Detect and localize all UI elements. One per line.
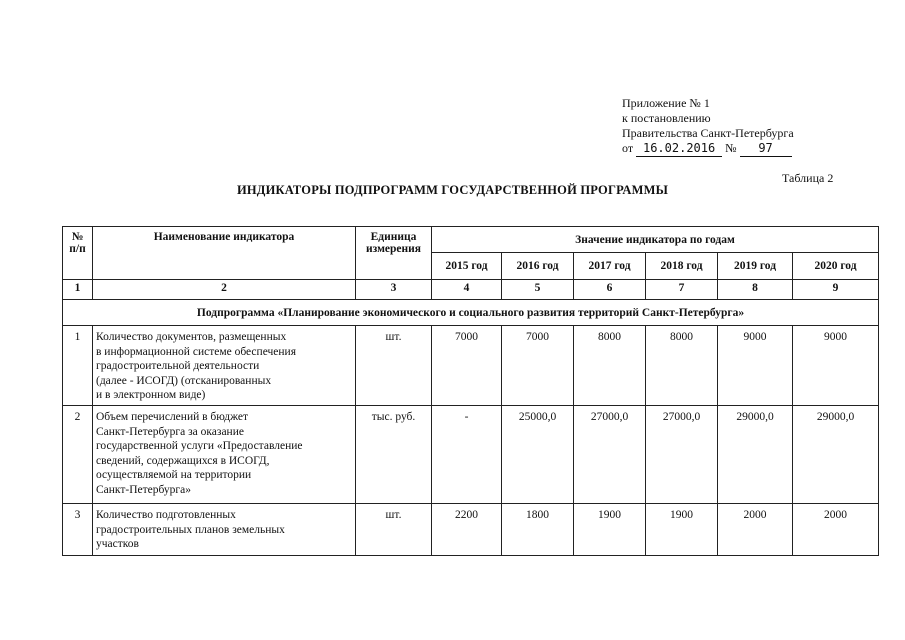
indicator-name-line: участков (96, 538, 139, 550)
indicator-name-line: и в электронном виде) (96, 389, 206, 401)
column-number: 1 (63, 280, 93, 300)
column-number: 4 (432, 280, 502, 300)
indicator-name-line: сведений, содержащихся в ИСОГД, (96, 454, 270, 467)
indicator-name (93, 406, 356, 504)
indicator-name-line: в информационной системе обеспечения (96, 345, 296, 358)
column-number: 5 (502, 280, 574, 300)
value-cell: - (432, 406, 502, 504)
value-cell: 8000 (646, 326, 718, 406)
indicator-name-line: Количество подготовленных (96, 509, 236, 521)
appendix-block (622, 96, 794, 157)
header-name: Наименование индикатора (93, 227, 356, 280)
appendix-line-3: Правительства Санкт-Петербурга (622, 126, 794, 140)
header-year: 2019 год (718, 253, 793, 280)
header-values-group: Значение индикатора по годам (432, 227, 879, 253)
appendix-line-1: Приложение № 1 (622, 96, 710, 110)
unit-cell: тыс. руб. (356, 406, 432, 504)
value-cell: 2000 (718, 504, 793, 556)
header-no: № п/п (63, 227, 93, 280)
column-number: 9 (793, 280, 879, 300)
table-row (63, 326, 879, 406)
column-number: 2 (93, 280, 356, 300)
column-number: 7 (646, 280, 718, 300)
value-cell: 8000 (574, 326, 646, 406)
date-prefix: от (622, 141, 634, 155)
value-cell: 1900 (646, 504, 718, 556)
value-cell: 1800 (502, 504, 574, 556)
value-cell: 1900 (574, 504, 646, 556)
indicator-name-line: градостроительных планов земельных (96, 523, 285, 536)
indicator-name-line: Санкт-Петербурга за оказание (96, 425, 244, 438)
indicator-name (93, 326, 356, 406)
unit-cell: шт. (356, 326, 432, 406)
resolution-date: 16.02.2016 (636, 141, 722, 157)
indicator-name-line: осуществляемой на территории (96, 469, 252, 481)
header-year: 2018 год (646, 253, 718, 280)
indicator-name-line: (далее - ИСОГД) (отсканированных (96, 374, 272, 387)
table-row (63, 406, 879, 504)
unit-cell: шт. (356, 504, 432, 556)
value-cell: 27000,0 (646, 406, 718, 504)
header-unit: Единица измерения (356, 227, 432, 280)
value-cell: 2200 (432, 504, 502, 556)
value-cell: 9000 (718, 326, 793, 406)
row-number: 2 (63, 406, 93, 504)
indicator-name-line: градостроительной деятельности (96, 360, 260, 372)
indicator-name (93, 504, 356, 556)
table-row (63, 504, 879, 556)
value-cell: 9000 (793, 326, 879, 406)
subprogram-title: Подпрограмма «Планирование экономического и социального развития территорий Санкт-Петербурга» (63, 300, 879, 326)
row-number: 3 (63, 504, 93, 556)
column-number: 3 (356, 280, 432, 300)
appendix-date-line (622, 141, 794, 157)
resolution-number: 97 (740, 141, 792, 157)
value-cell: 2000 (793, 504, 879, 556)
header-year: 2015 год (432, 253, 502, 280)
column-number: 6 (574, 280, 646, 300)
header-year: 2017 год (574, 253, 646, 280)
row-number: 1 (63, 326, 93, 406)
table-label: Таблица 2 (782, 171, 834, 185)
value-cell: 7000 (502, 326, 574, 406)
value-cell: 27000,0 (574, 406, 646, 504)
value-cell: 29000,0 (718, 406, 793, 504)
value-cell: 7000 (432, 326, 502, 406)
number-prefix: № (725, 141, 737, 155)
header-year: 2016 год (502, 253, 574, 280)
indicator-name-line: государственной услуги «Предоставление (96, 440, 303, 452)
indicator-name-line: Объем перечислений в бюджет (96, 411, 249, 423)
header-year: 2020 год (793, 253, 879, 280)
value-cell: 25000,0 (502, 406, 574, 504)
indicators-table (62, 226, 879, 556)
value-cell: 29000,0 (793, 406, 879, 504)
column-number: 8 (718, 280, 793, 300)
appendix-line-2: к постановлению (622, 111, 711, 125)
page-title: ИНДИКАТОРЫ ПОДПРОГРАММ ГОСУДАРСТВЕННОЙ ПРОГРАММЫ (236, 183, 669, 197)
indicator-name-line: Количество документов, размещенных (96, 331, 287, 343)
indicator-name-line: Санкт-Петербурга» (96, 483, 191, 496)
